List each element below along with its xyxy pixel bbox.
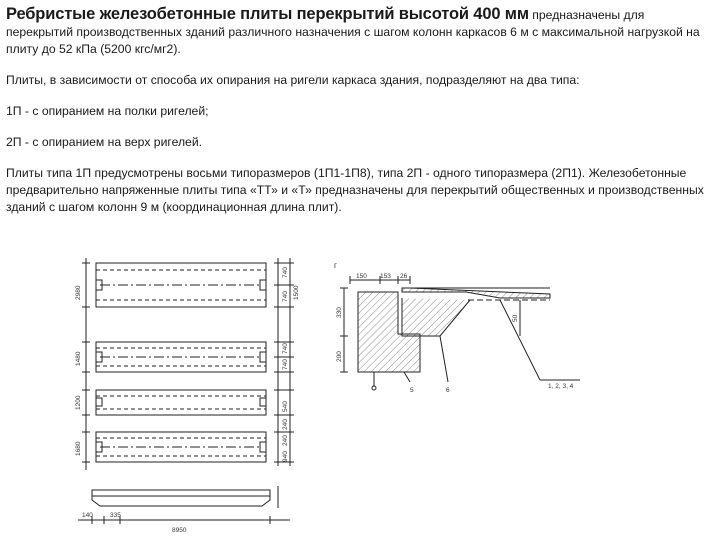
paragraph-type-1p: 1П - с опиранием на полки ригелей; xyxy=(6,104,209,118)
title-continuation: предназначены для xyxy=(528,8,645,22)
dim-label: 150 xyxy=(356,273,367,280)
dim-label: 2980 xyxy=(75,285,82,300)
callout-label: 5 xyxy=(410,387,414,394)
section-label: г xyxy=(334,261,337,270)
paragraph-type-2p: 2П - с опиранием на верх ригелей. xyxy=(6,135,203,149)
dim-label: 335 xyxy=(110,512,121,519)
dim-label: 1480 xyxy=(75,351,82,366)
dim-label: 740 xyxy=(282,343,289,354)
dim-label: 740 xyxy=(282,267,289,278)
dim-label: 330 xyxy=(336,307,343,318)
dim-label: 540 xyxy=(282,401,289,412)
page-title: Ребристые железобетонные плиты перекрытий высотой 400 мм xyxy=(6,5,529,23)
paragraph-sizes: Плиты типа 1П предусмотрены восьми типоразмеров (1П1-1П8), типа 2П - одного типоразмера (2П1). Железобетонные предварительно напряженные плиты типа «ТТ» и «Т» предназначены для перекрытий общественных и производственных зданий с шагом колонн 9 м (координационная длина плит). xyxy=(6,166,704,214)
dim-label: 26 xyxy=(400,273,408,280)
dim-label: 140 xyxy=(82,512,93,519)
dim-label: 740 xyxy=(282,291,289,302)
dim-label: 240 xyxy=(282,435,289,446)
dim-label: 1200 xyxy=(75,395,82,410)
dim-label: 1500 xyxy=(293,285,300,300)
callout-label: 1, 2, 3, 4 xyxy=(548,383,574,390)
dim-label: 50 xyxy=(512,314,519,322)
dim-label: 200 xyxy=(336,351,343,362)
dim-label: 1680 xyxy=(75,441,82,456)
callout-label: 6 xyxy=(446,387,450,394)
dim-label: 740 xyxy=(282,359,289,370)
dim-label: 940 xyxy=(282,451,289,462)
dim-label: 153 xyxy=(380,273,391,280)
dim-label: 8950 xyxy=(172,527,187,534)
paragraph-support-types: Плиты, в зависимости от способа их опирания на ригели каркаса здания, подразделяют на два типа: xyxy=(6,73,580,87)
intro-paragraph: перекрытий производственных зданий различного назначения с шагом колонн каркасов 6 м с максимальной нагрузкой на плиту до 52 кПа (5200 кгс/мг2). xyxy=(6,25,700,56)
dim-label: 240 xyxy=(282,419,289,430)
